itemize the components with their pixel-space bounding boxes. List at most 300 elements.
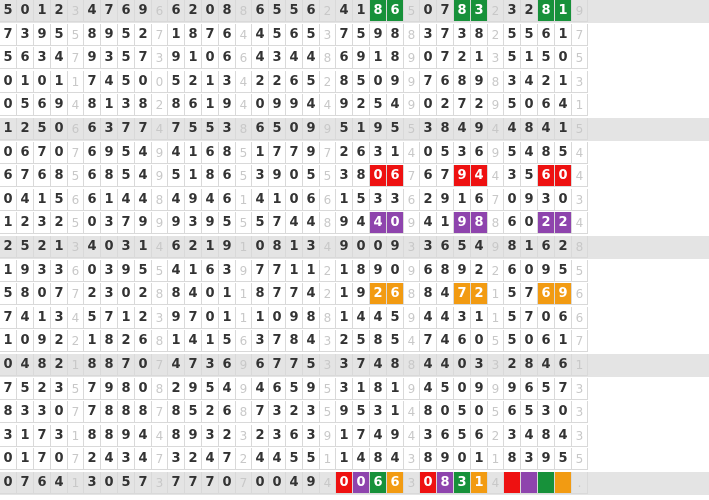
grid-row (0, 24, 709, 47)
digit-cell: 8 (168, 94, 185, 116)
digit-cell: 3 (202, 425, 219, 447)
digit-cell: 9 (185, 189, 202, 211)
digit-cell: 0 (34, 283, 51, 305)
digit-cell: 0 (252, 94, 269, 116)
digit-cell: 2 (555, 212, 572, 234)
digit-cell: 0 (521, 94, 538, 116)
grid-row (0, 472, 709, 495)
separator-digit: 5 (320, 401, 336, 423)
digit-cell: 0 (286, 189, 303, 211)
digit-cell: 9 (370, 260, 387, 282)
digit-cell: 5 (370, 94, 387, 116)
digit-cell: 8 (101, 165, 118, 187)
separator-digit: 1 (572, 94, 588, 116)
digit-cell: 5 (303, 165, 320, 187)
digit-cell: 6 (252, 354, 269, 376)
digit-cell: 7 (437, 24, 454, 46)
digit-cell: 2 (286, 401, 303, 423)
digit-cell: 9 (521, 189, 538, 211)
digit-cell: 3 (202, 354, 219, 376)
digit-cell: 1 (336, 189, 353, 211)
digit-cell: 1 (252, 142, 269, 164)
digit-cell: 4 (336, 0, 353, 22)
digit-cell: 2 (84, 448, 101, 470)
digit-cell: 1 (269, 189, 286, 211)
digit-cell: 1 (168, 330, 185, 352)
separator-digit: 3 (320, 24, 336, 46)
digit-cell: 9 (34, 24, 51, 46)
digit-cell: 6 (219, 189, 236, 211)
digit-cell: 5 (118, 24, 135, 46)
digit-cell: 9 (185, 378, 202, 400)
digit-cell: 3 (34, 401, 51, 423)
digit-cell: 4 (252, 378, 269, 400)
digit-cell: 0 (420, 472, 437, 494)
digit-cell: 1 (303, 260, 320, 282)
separator-digit: 8 (488, 212, 504, 234)
grid-row (0, 260, 709, 283)
digit-cell: 5 (34, 118, 51, 140)
digit-cell: 1 (555, 71, 572, 93)
digit-cell: 8 (504, 448, 521, 470)
digit-cell: 6 (34, 94, 51, 116)
digit-cell: 2 (252, 425, 269, 447)
digit-cell: 0 (370, 71, 387, 93)
digit-cell: 1 (471, 472, 488, 494)
digit-cell: 6 (336, 47, 353, 69)
digit-cell: 7 (219, 448, 236, 470)
digit-cell: 1 (0, 330, 17, 352)
digit-cell: 5 (17, 378, 34, 400)
digit-cell: 5 (353, 24, 370, 46)
digit-cell: 6 (555, 307, 572, 329)
digit-cell: 0 (521, 330, 538, 352)
digit-cell: 9 (336, 212, 353, 234)
digit-cell: 6 (420, 260, 437, 282)
separator-digit: 1 (236, 189, 252, 211)
separator-digit: 8 (236, 118, 252, 140)
digit-cell: 1 (336, 307, 353, 329)
digit-cell: 0 (0, 354, 17, 376)
digit-cell: 4 (269, 448, 286, 470)
separator-digit: 5 (68, 378, 84, 400)
digit-cell: 5 (437, 378, 454, 400)
digit-cell: 6 (84, 165, 101, 187)
separator-digit: 4 (68, 94, 84, 116)
digit-cell: 5 (286, 378, 303, 400)
separator-digit: 7 (404, 165, 420, 187)
separator-digit: 9 (320, 118, 336, 140)
digit-cell: 0 (202, 47, 219, 69)
digit-cell: 2 (185, 0, 202, 22)
digit-cell: 4 (437, 354, 454, 376)
digit-cell: 0 (202, 307, 219, 329)
digit-cell: 1 (84, 330, 101, 352)
grid-row (0, 142, 709, 165)
digit-cell: 4 (538, 354, 555, 376)
grid-row (0, 47, 709, 70)
digit-cell: 6 (471, 189, 488, 211)
grid-row (0, 212, 709, 235)
grid-row (0, 0, 709, 23)
digit-cell: 5 (303, 24, 320, 46)
separator-digit: 3 (320, 354, 336, 376)
digit-cell: 1 (17, 448, 34, 470)
digit-cell: 6 (370, 472, 387, 494)
digit-cell: 5 (336, 118, 353, 140)
digit-cell: 3 (34, 47, 51, 69)
digit-cell: 1 (387, 401, 404, 423)
digit-cell: 6 (17, 47, 34, 69)
digit-cell: 9 (303, 142, 320, 164)
digit-cell: 3 (420, 425, 437, 447)
digit-cell: 6 (252, 0, 269, 22)
digit-cell: 4 (252, 448, 269, 470)
digit-cell: 9 (168, 307, 185, 329)
digit-cell: 1 (34, 0, 51, 22)
digit-cell: 8 (471, 212, 488, 234)
digit-cell: 5 (0, 47, 17, 69)
separator-digit: 3 (488, 354, 504, 376)
digit-cell: 7 (185, 354, 202, 376)
digit-cell: 4 (370, 307, 387, 329)
digit-cell: 7 (34, 448, 51, 470)
digit-cell: 6 (437, 425, 454, 447)
digit-cell: 7 (101, 0, 118, 22)
digit-cell: 7 (0, 378, 17, 400)
digit-cell: 1 (219, 283, 236, 305)
separator-digit: 3 (152, 472, 168, 494)
digit-cell: 4 (387, 94, 404, 116)
digit-cell: 6 (471, 142, 488, 164)
digit-cell: 9 (471, 378, 488, 400)
digit-cell: 8 (101, 401, 118, 423)
separator-digit: 5 (320, 165, 336, 187)
digit-cell: 7 (0, 307, 17, 329)
digit-cell: 6 (538, 24, 555, 46)
digit-cell: 1 (336, 425, 353, 447)
grid-row (0, 354, 709, 377)
digit-cell: 8 (168, 283, 185, 305)
separator-digit: 9 (236, 378, 252, 400)
separator-digit: 1 (68, 425, 84, 447)
separator-digit: 6 (320, 189, 336, 211)
separator-digit: 7 (152, 354, 168, 376)
digit-cell: 6 (202, 142, 219, 164)
digit-cell: 4 (437, 330, 454, 352)
grid-row (0, 330, 709, 353)
digit-cell: 5 (353, 71, 370, 93)
digit-cell: 1 (101, 94, 118, 116)
digit-cell: 5 (387, 118, 404, 140)
digit-cell: 0 (0, 448, 17, 470)
digit-cell: 4 (168, 142, 185, 164)
digit-cell: 2 (51, 212, 68, 234)
separator-digit: 5 (236, 165, 252, 187)
grid-row (0, 425, 709, 448)
digit-cell: 1 (0, 212, 17, 234)
separator-digit: 2 (320, 283, 336, 305)
grid-row (0, 236, 709, 259)
digit-cell: 0 (51, 142, 68, 164)
separator-digit: 4 (320, 472, 336, 494)
separator-digit: 7 (68, 283, 84, 305)
digit-cell: 4 (437, 283, 454, 305)
digit-cell: 2 (269, 71, 286, 93)
digit-cell: 5 (286, 448, 303, 470)
separator-digit: 9 (152, 142, 168, 164)
digit-cell: 6 (504, 212, 521, 234)
separator-digit: 5 (488, 330, 504, 352)
digit-cell: 2 (51, 0, 68, 22)
digit-cell: 9 (219, 94, 236, 116)
digit-cell: 8 (420, 283, 437, 305)
digit-cell: 5 (0, 0, 17, 22)
digit-cell: 0 (135, 71, 152, 93)
digit-cell: 5 (504, 142, 521, 164)
digit-cell (538, 472, 555, 494)
digit-cell: 9 (471, 118, 488, 140)
separator-digit: 4 (404, 142, 420, 164)
separator-digit: 9 (488, 378, 504, 400)
digit-cell (504, 472, 521, 494)
digit-cell: 8 (101, 354, 118, 376)
grid-row (0, 307, 709, 330)
digit-cell: 8 (84, 425, 101, 447)
separator-digit: 6 (236, 47, 252, 69)
digit-cell: 9 (269, 94, 286, 116)
digit-cell: 8 (51, 165, 68, 187)
digit-cell: 8 (387, 354, 404, 376)
digit-cell: 3 (219, 118, 236, 140)
digit-cell: 5 (286, 0, 303, 22)
digit-cell: 3 (303, 401, 320, 423)
digit-cell: 4 (252, 47, 269, 69)
separator-digit: 5 (404, 118, 420, 140)
digit-cell: 0 (420, 0, 437, 22)
digit-cell: 9 (118, 425, 135, 447)
digit-cell: 3 (252, 165, 269, 187)
digit-cell: 5 (454, 236, 471, 258)
separator-digit: 8 (404, 283, 420, 305)
digit-cell: 5 (219, 330, 236, 352)
digit-cell: 1 (185, 47, 202, 69)
separator-digit: 8 (320, 47, 336, 69)
digit-cell: 6 (538, 283, 555, 305)
digit-cell: 4 (420, 378, 437, 400)
digit-cell: 5 (118, 472, 135, 494)
digit-cell: 5 (387, 330, 404, 352)
digit-cell: 4 (135, 142, 152, 164)
digit-cell: 6 (471, 425, 488, 447)
digit-cell: 0 (0, 142, 17, 164)
digit-cell: 7 (437, 0, 454, 22)
separator-digit: 1 (488, 307, 504, 329)
digit-cell: 0 (420, 47, 437, 69)
digit-cell: 4 (555, 425, 572, 447)
digit-cell: 0 (521, 212, 538, 234)
digit-cell: 6 (538, 330, 555, 352)
separator-digit: 7 (152, 448, 168, 470)
digit-cell: 7 (269, 212, 286, 234)
digit-cell: 8 (101, 330, 118, 352)
digit-cell: 9 (555, 283, 572, 305)
digit-cell: 7 (0, 24, 17, 46)
digit-cell: 2 (135, 24, 152, 46)
digit-cell: 7 (17, 472, 34, 494)
digit-cell: 1 (471, 47, 488, 69)
digit-cell: 8 (118, 378, 135, 400)
digit-cell: 1 (387, 142, 404, 164)
digit-cell: 2 (437, 94, 454, 116)
digit-cell: 6 (17, 142, 34, 164)
separator-digit: 7 (152, 401, 168, 423)
digit-cell: 2 (51, 354, 68, 376)
digit-cell: 4 (185, 283, 202, 305)
digit-cell: 6 (420, 165, 437, 187)
digit-cell: 9 (303, 118, 320, 140)
digit-cell: 4 (168, 354, 185, 376)
digit-cell: 4 (521, 425, 538, 447)
separator-digit: 2 (68, 330, 84, 352)
digit-cell: 0 (84, 212, 101, 234)
digit-cell: 1 (454, 189, 471, 211)
digit-cell: 3 (101, 212, 118, 234)
digit-cell: 9 (370, 24, 387, 46)
digit-cell: 3 (269, 425, 286, 447)
digit-cell: 7 (185, 472, 202, 494)
digit-cell: 2 (118, 330, 135, 352)
digit-cell: 5 (303, 71, 320, 93)
digit-cell: 9 (353, 47, 370, 69)
digit-cell: 4 (252, 189, 269, 211)
digit-cell: 7 (17, 165, 34, 187)
digit-cell: 5 (118, 142, 135, 164)
digit-cell: 7 (353, 354, 370, 376)
digit-cell: 1 (471, 448, 488, 470)
separator-digit: 4 (236, 71, 252, 93)
separator-digit: 8 (152, 283, 168, 305)
digit-cell: 4 (437, 307, 454, 329)
separator-digit: 8 (404, 24, 420, 46)
digit-cell: 1 (0, 260, 17, 282)
digit-cell: 2 (17, 212, 34, 234)
digit-cell: 4 (303, 47, 320, 69)
digit-cell: 4 (555, 94, 572, 116)
separator-digit: 6 (236, 330, 252, 352)
digit-cell: 3 (420, 118, 437, 140)
digit-cell: 1 (336, 283, 353, 305)
digit-cell: 5 (303, 448, 320, 470)
digit-cell: 1 (185, 165, 202, 187)
digit-cell: 1 (353, 0, 370, 22)
digit-cell: 5 (555, 448, 572, 470)
digit-cell: 8 (353, 165, 370, 187)
digit-cell: 6 (219, 47, 236, 69)
digit-cell: 8 (135, 94, 152, 116)
separator-digit: 1 (320, 448, 336, 470)
digit-cell: 4 (353, 212, 370, 234)
separator-digit: 6 (68, 118, 84, 140)
digit-cell: 0 (0, 189, 17, 211)
separator-digit: 7 (68, 401, 84, 423)
separator-digit: 6 (572, 307, 588, 329)
digit-cell: 4 (101, 448, 118, 470)
digit-cell: 9 (454, 212, 471, 234)
digit-cell: 2 (185, 236, 202, 258)
digit-cell: 9 (303, 472, 320, 494)
separator-digit: 6 (68, 260, 84, 282)
separator-digit: 7 (572, 24, 588, 46)
digit-cell: 5 (538, 47, 555, 69)
grid-row (0, 71, 709, 94)
separator-digit: 5 (68, 212, 84, 234)
digit-cell: 5 (168, 165, 185, 187)
separator-digit: 9 (404, 47, 420, 69)
digit-cell: 5 (504, 24, 521, 46)
digit-cell: 7 (521, 307, 538, 329)
digit-cell: 9 (118, 260, 135, 282)
digit-cell: 2 (252, 71, 269, 93)
digit-cell: 5 (51, 189, 68, 211)
digit-cell: 4 (471, 165, 488, 187)
digit-cell: 4 (353, 448, 370, 470)
digit-cell: 9 (286, 94, 303, 116)
digit-cell: 8 (84, 354, 101, 376)
digit-cell: 9 (437, 448, 454, 470)
digit-cell: 4 (118, 189, 135, 211)
digit-cell: 3 (521, 448, 538, 470)
digit-cell: 1 (202, 71, 219, 93)
digit-cell: 5 (521, 24, 538, 46)
digit-cell: 9 (471, 71, 488, 93)
digit-cell: 3 (118, 448, 135, 470)
digit-cell: 1 (353, 378, 370, 400)
separator-digit: 1 (572, 354, 588, 376)
digit-cell: 8 (286, 330, 303, 352)
digit-cell: 9 (303, 378, 320, 400)
separator-digit: 3 (68, 236, 84, 258)
separator-digit: 5 (236, 212, 252, 234)
digit-cell: 9 (101, 24, 118, 46)
digit-cell: 6 (219, 401, 236, 423)
digit-cell: 7 (202, 472, 219, 494)
digit-cell: 1 (17, 425, 34, 447)
separator-digit: 4 (404, 330, 420, 352)
digit-cell: 0 (555, 401, 572, 423)
digit-cell: 5 (437, 142, 454, 164)
digit-cell: 7 (34, 142, 51, 164)
digit-cell: 2 (420, 189, 437, 211)
digit-cell: 4 (135, 425, 152, 447)
digit-cell: 8 (34, 354, 51, 376)
digit-cell: 6 (0, 165, 17, 187)
separator-digit: 4 (320, 94, 336, 116)
separator-digit: 5 (404, 0, 420, 22)
digit-cell: 4 (101, 71, 118, 93)
digit-cell: 7 (118, 212, 135, 234)
digit-cell: 7 (336, 24, 353, 46)
digit-cell: 5 (269, 0, 286, 22)
separator-digit: 4 (152, 425, 168, 447)
digit-cell: 7 (185, 307, 202, 329)
grid-row (0, 94, 709, 117)
digit-cell: 2 (185, 71, 202, 93)
digit-cell (555, 472, 572, 494)
digit-cell: 3 (34, 212, 51, 234)
digit-cell: 2 (370, 283, 387, 305)
separator-digit: 9 (572, 0, 588, 22)
